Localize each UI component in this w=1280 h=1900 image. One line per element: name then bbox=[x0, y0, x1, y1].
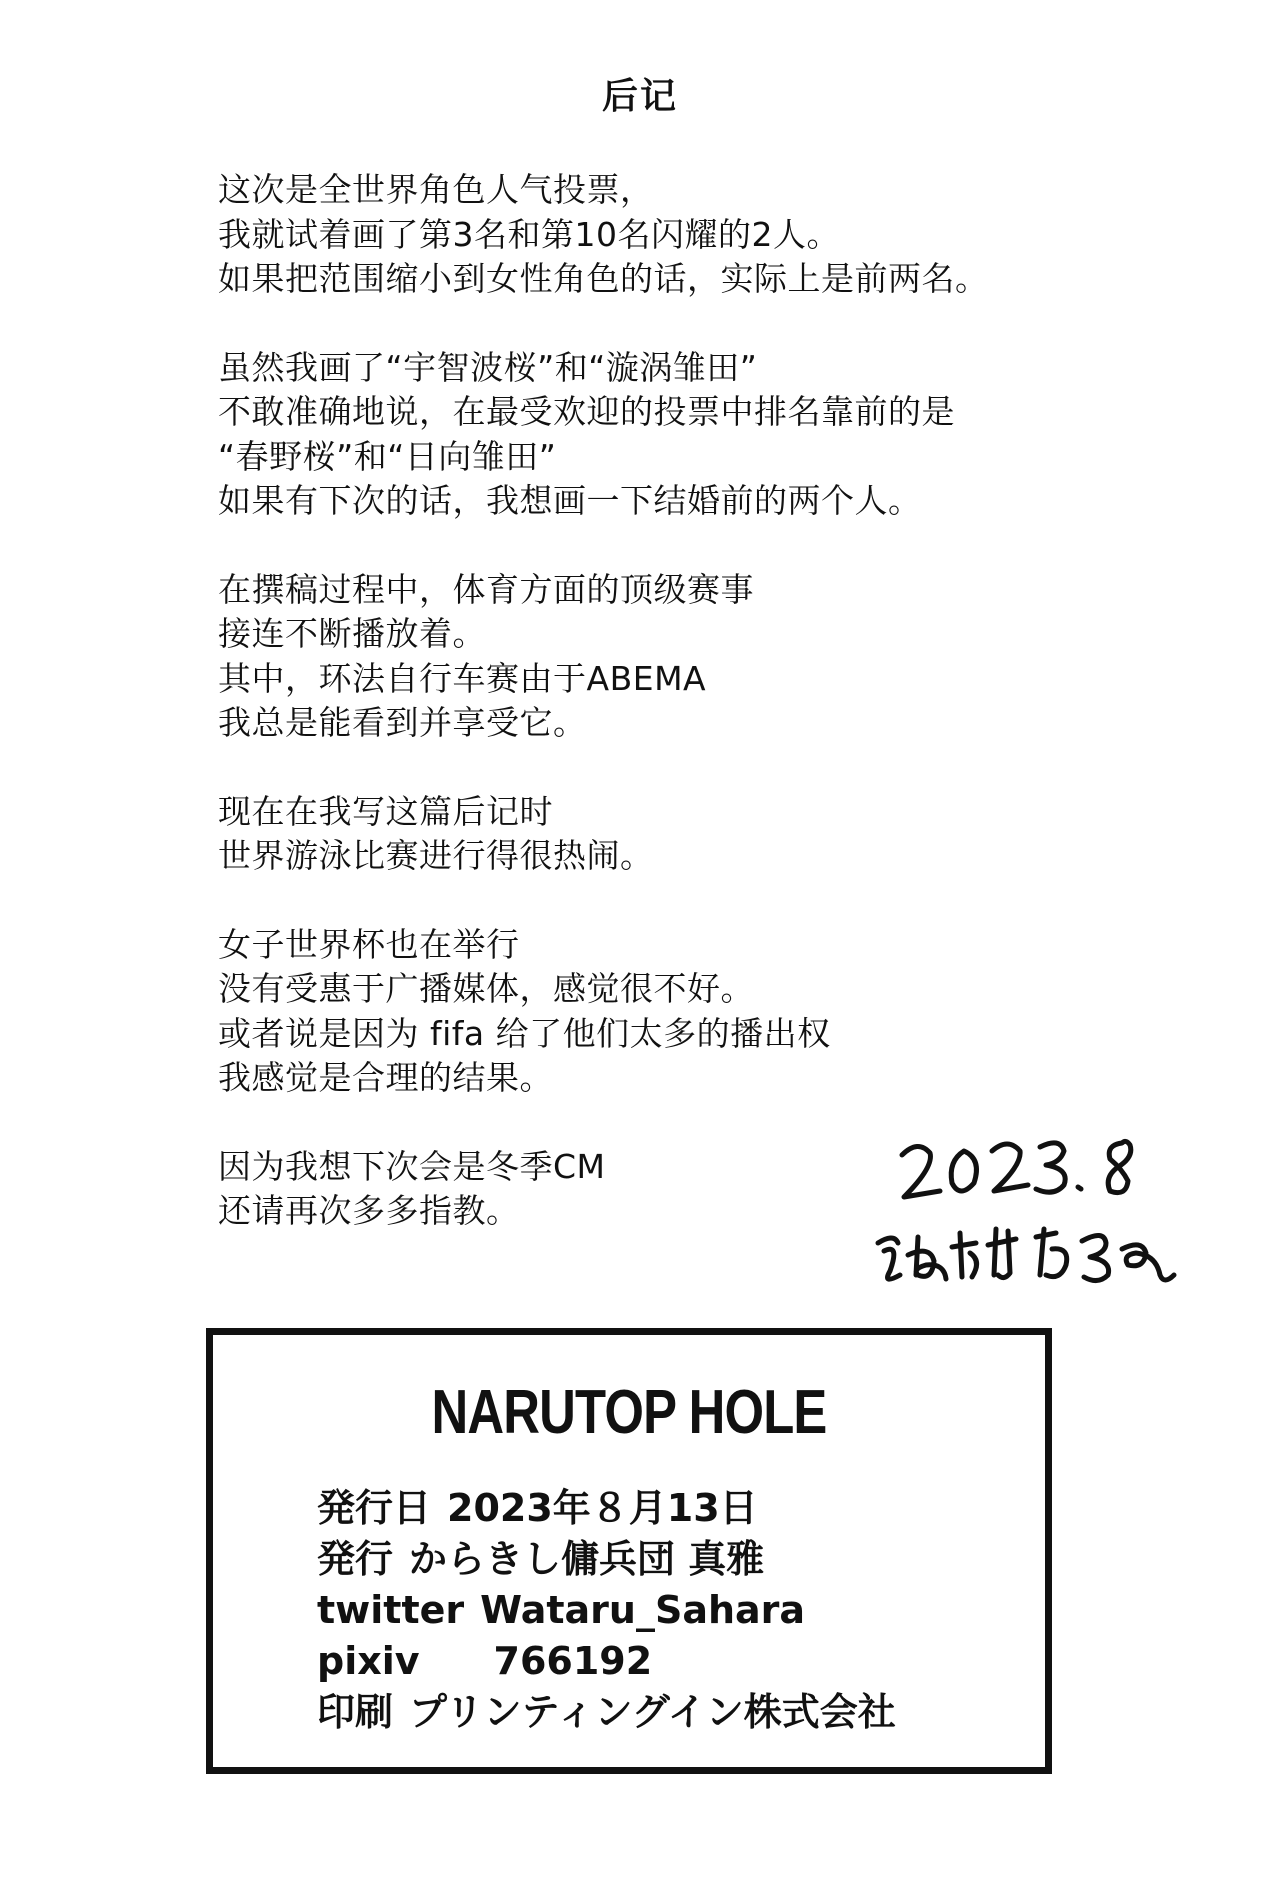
twitter-label: twitter bbox=[317, 1588, 465, 1632]
text-line: 如果有下次的话，我想画一下结婚前的两个人。 bbox=[218, 481, 922, 520]
twitter-handle: Wataru_Sahara bbox=[480, 1588, 806, 1632]
colophon-info bbox=[317, 1483, 896, 1738]
text-line: 接连不断播放着。 bbox=[218, 614, 486, 653]
page-title: 后记 bbox=[601, 76, 678, 117]
issue-date-value: 2023年８月13日 bbox=[447, 1486, 758, 1530]
signature-drawing bbox=[860, 1125, 1200, 1325]
text-line: 没有受惠于广播媒体，感觉很不好。 bbox=[218, 969, 754, 1008]
text-line: 现在在我写这篇后记时 bbox=[218, 791, 553, 831]
text-line: 我总是能看到并享受它。 bbox=[218, 703, 587, 742]
printer-row bbox=[317, 1687, 896, 1738]
handwritten-signature bbox=[860, 1125, 1200, 1325]
book-title: NARUTOP HOLE bbox=[431, 1378, 827, 1447]
pixiv-row bbox=[317, 1636, 896, 1687]
printer-value: プリンティングイン株式会社 bbox=[409, 1690, 896, 1734]
text-line: “春野桜”和“日向雏田” bbox=[218, 436, 557, 476]
paragraph bbox=[218, 568, 1118, 746]
text-line: 或者说是因为 fifa 给了他们太多的播出权 bbox=[218, 1013, 831, 1053]
paragraph bbox=[218, 790, 1118, 879]
text-line: 如果把范围缩小到女性角色的话，实际上是前两名。 bbox=[218, 259, 989, 298]
pixiv-label: pixiv bbox=[317, 1639, 420, 1683]
text-line: 我感觉是合理的结果。 bbox=[218, 1058, 553, 1097]
printer-label: 印刷 bbox=[317, 1690, 394, 1734]
publisher-label: 発行 bbox=[317, 1537, 394, 1581]
paragraph bbox=[218, 923, 1118, 1101]
colophon-box bbox=[206, 1328, 1052, 1774]
issue-date-label: 発行日 bbox=[317, 1486, 432, 1530]
text-line: 因为我想下次会是冬季CM bbox=[218, 1146, 606, 1186]
publisher-value: からきし傭兵団 真雅 bbox=[409, 1537, 765, 1581]
paragraph bbox=[218, 168, 1118, 302]
text-line: 这次是全世界角色人气投票， bbox=[218, 170, 654, 209]
text-line: 不敢准确地说，在最受欢迎的投票中排名靠前的是 bbox=[218, 392, 955, 431]
text-line: 还请再次多多指教。 bbox=[218, 1191, 520, 1230]
text-line: 在撰稿过程中，体育方面的顶级赛事 bbox=[218, 569, 754, 609]
issue-date-row bbox=[317, 1483, 896, 1534]
paragraph bbox=[218, 346, 1118, 524]
twitter-row bbox=[317, 1585, 896, 1636]
text-line: 我就试着画了第3名和第10名闪耀的2人。 bbox=[218, 214, 840, 254]
text-line: 女子世界杯也在举行 bbox=[218, 924, 520, 964]
afterword-body bbox=[218, 168, 1118, 1278]
text-line: 世界游泳比赛进行得很热闹。 bbox=[218, 836, 654, 875]
pixiv-id: 766192 bbox=[493, 1639, 653, 1683]
publisher-row bbox=[317, 1534, 896, 1585]
text-line: 虽然我画了“宇智波桜”和“漩涡雏田” bbox=[218, 347, 758, 387]
text-line: 其中，环法自行车赛由于ABEMA bbox=[218, 658, 707, 698]
